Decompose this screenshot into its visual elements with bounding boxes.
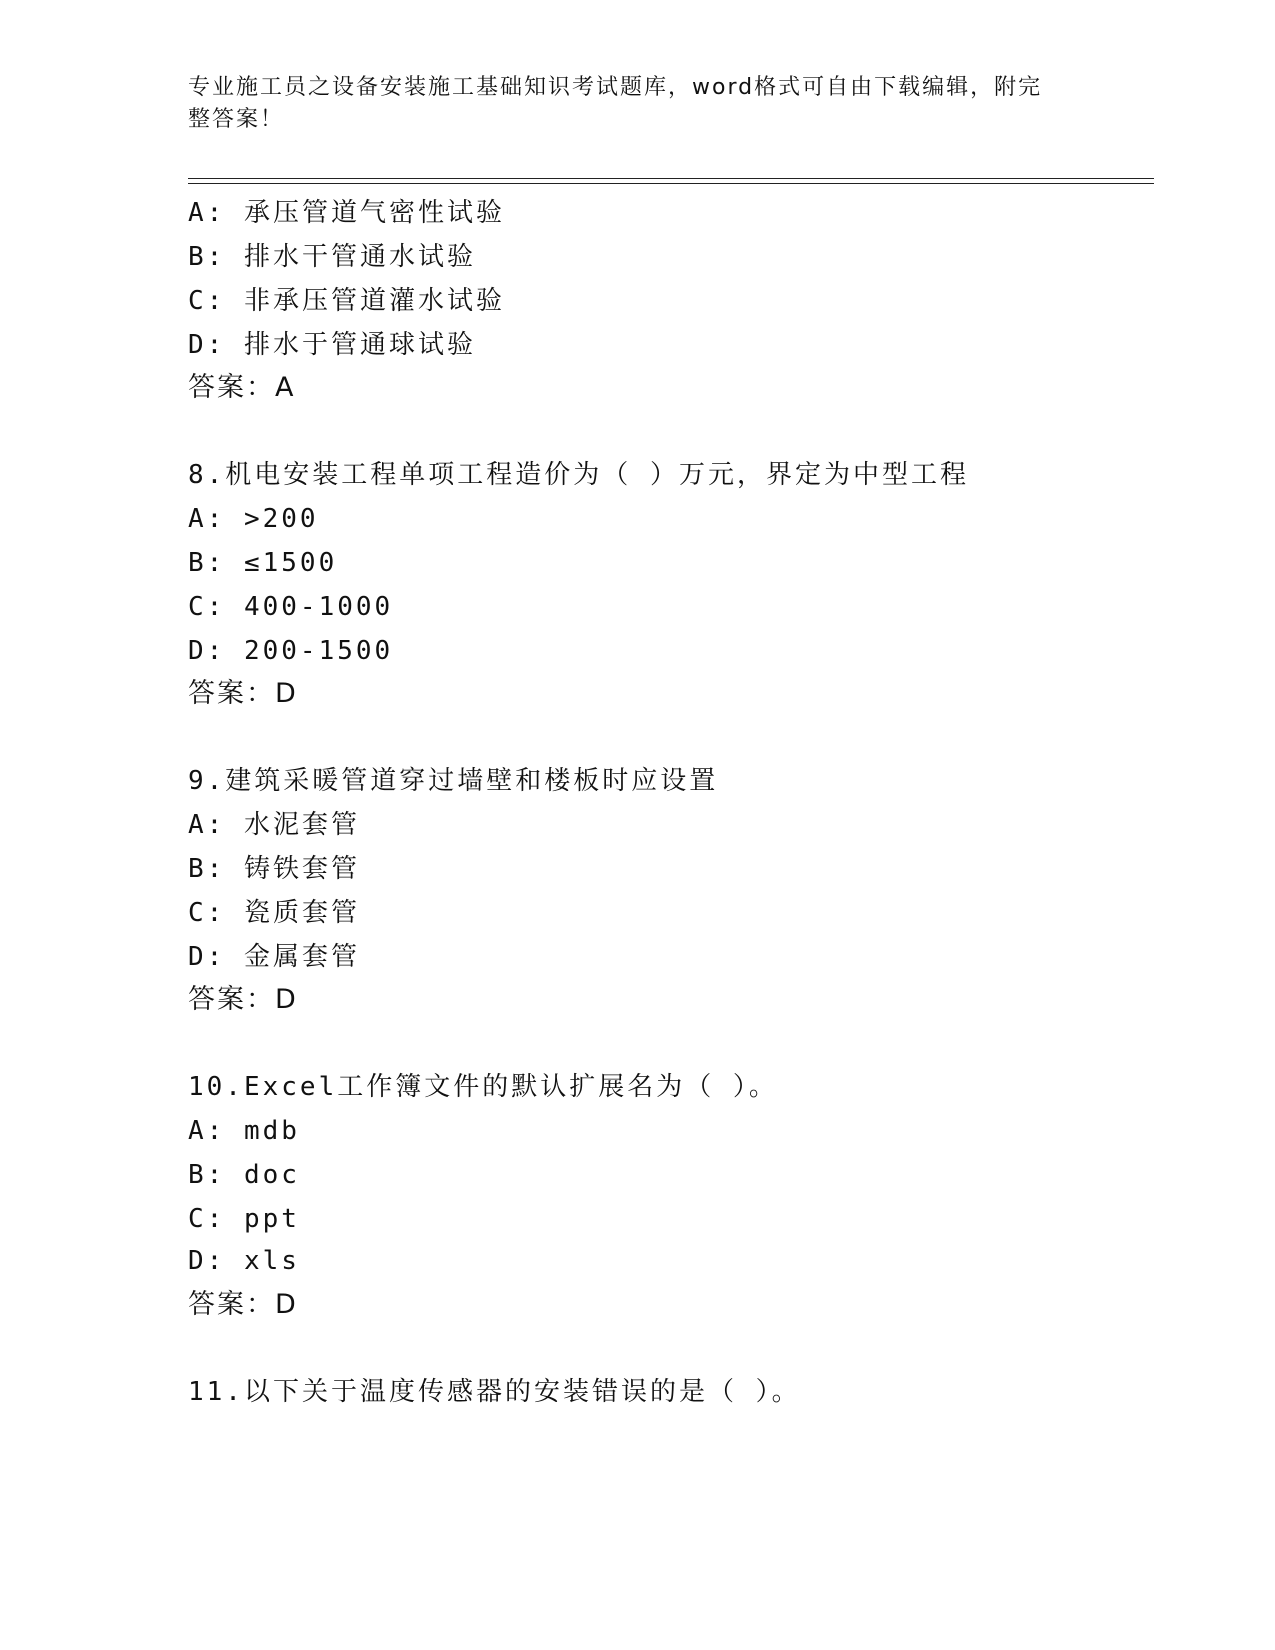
q10-option-c: C: ppt — [188, 1204, 300, 1234]
q8-option-a: A: >200 — [188, 504, 319, 534]
q10-answer: 答案：D — [188, 1289, 298, 1320]
q10-option-a: A: mdb — [188, 1116, 300, 1146]
document-header — [188, 72, 1068, 136]
header-rule-bottom — [188, 183, 1154, 184]
q7-option-a: A: 承压管道气密性试验 — [188, 198, 505, 228]
q8-option-c: C: 400-1000 — [188, 592, 394, 622]
q7-option-b: B: 排水干管通水试验 — [188, 242, 476, 272]
q8-option-d: D: 200-1500 — [188, 636, 394, 666]
q10-option-d: D: xls — [188, 1246, 300, 1276]
header-line-2: 整答案！ — [188, 107, 285, 132]
q9-option-a: A: 水泥套管 — [188, 810, 360, 840]
q7-answer: 答案：A — [188, 372, 296, 403]
q8-option-b: B: ≤1500 — [188, 548, 338, 578]
q9-option-b: B: 铸铁套管 — [188, 854, 360, 884]
q10-option-b: B: doc — [188, 1160, 300, 1190]
q8-answer: 答案：D — [188, 678, 298, 709]
q8-question: 8.机电安装工程单项工程造价为（ ）万元，界定为中型工程 — [188, 460, 969, 490]
q9-question: 9.建筑采暖管道穿过墙壁和楼板时应设置 — [188, 766, 719, 796]
q7-option-c: C: 非承压管道灌水试验 — [188, 286, 505, 316]
q7-option-d: D: 排水于管通球试验 — [188, 330, 476, 360]
q11-question: 11.以下关于温度传感器的安装错误的是（ ）。 — [188, 1377, 801, 1407]
header-line-1: 专业施工员之设备安装施工基础知识考试题库，word格式可自由下载编辑，附完 — [188, 75, 1043, 100]
header-rule-top — [188, 178, 1154, 179]
q9-option-c: C: 瓷质套管 — [188, 898, 360, 928]
q9-option-d: D: 金属套管 — [188, 942, 360, 972]
q10-question: 10.Excel工作簿文件的默认扩展名为（ ）。 — [188, 1072, 778, 1102]
q9-answer: 答案：D — [188, 984, 298, 1015]
